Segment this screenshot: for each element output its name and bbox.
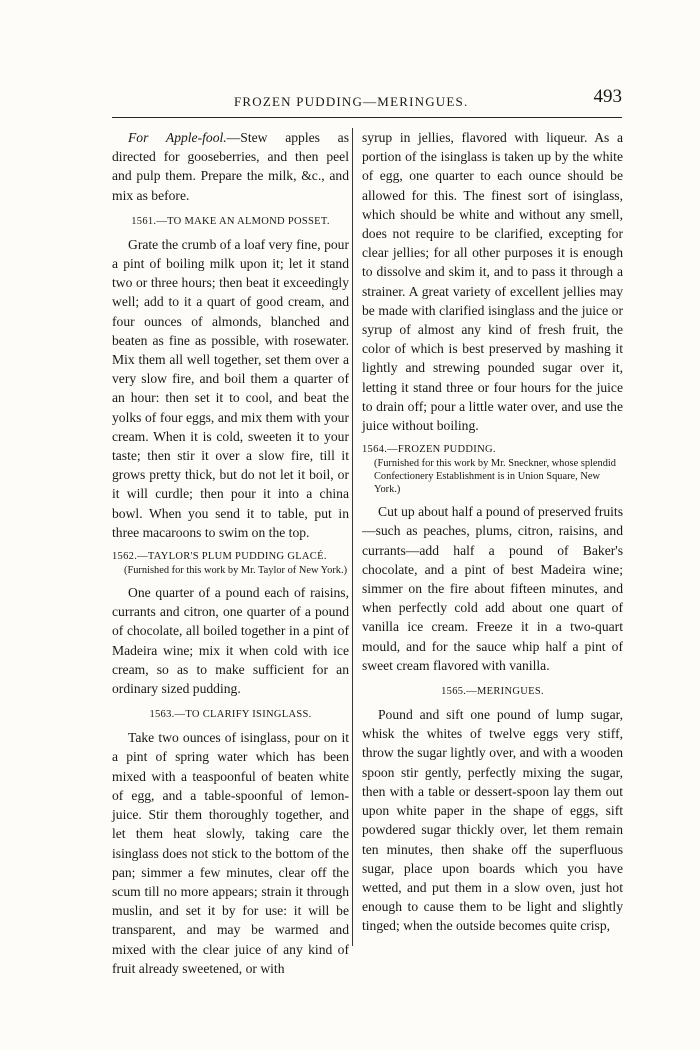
apple-fool-paragraph xyxy=(112,128,349,205)
recipe-1562-note: (Furnished for this work by Mr. Taylor of New York.) xyxy=(124,565,348,577)
recipe-1562-heading: 1562.—TAYLOR'S PLUM PUDDING GLACÉ. xyxy=(112,551,327,563)
running-header xyxy=(112,84,622,112)
recipe-1564-note: (Furnished for this work by Mr. Sneckner, whose splendid Confectionery Establishment is in Union Square, New York.) xyxy=(374,458,617,496)
recipe-1561-heading: 1561.—TO MAKE AN ALMOND POSSET. xyxy=(131,215,330,227)
recipe-1564-text: Cut up about half a pound of preserved fruits—such as peaches, plums, citron, raisins, and currants—add half a pound of Baker's chocolate, and a pint of best Madeira wine; simmer on the fire about fifteen minutes, and when perfectly cold add about one quart of vanilla ice cream. Freeze it in a two-quart mould, and for the sauce whip half a pint of sweet cream flavored with vanilla. xyxy=(362,504,623,673)
recipe-1561-text: Grate the crumb of a loaf very fine, pour a pint of boiling milk upon it; let it stand two or three hours; then beat it exceedingly well; add to it a quart of good cream, and four ounces of almonds, blanched and beaten as fine as possible, with rosewater. Mix them all well together, set them over a very slow fire, and boil them a quarter of an hour: then set it to cool, and beat the yolks of four eggs, and mix them with your cream. When it is cold, sweeten it to your taste; then stir it over a slow fire, till it grows pretty thick, but do not let it boil, or it will curdle; then pour it into a china bowl. When you send it to table, put in three macaroons to swim on the top. xyxy=(112,236,349,540)
apple-fool-text: —Stew apples as directed for gooseberries, and then peel and pulp them. Prepare the milk, &c., and mix as before. xyxy=(112,130,349,203)
recipe-1563-text: Take two ounces of isinglass, pour on it a pint of spring water which has been mixed with a teaspoonful of beaten white of egg, and a table-spoonful of lemon-juice. Stir them thoroughly together, and let them heat slowly, taking care the isinglass does not stick to the bottom of the pan; simmer a few minutes, clear off the scum till no more appears; strain it through muslin, and set it by for use: it will be transparent, and may be warmed and mixed with the clear juice of any kind of fruit already sweetened, or with xyxy=(112,730,349,976)
recipe-1565-heading: 1565.—MERINGUES. xyxy=(441,686,544,698)
isinglass-continued-text: syrup in jellies, flavored with liqueur. As a portion of the isinglass is taken up by the white of egg, one quarter to each ounce should be allowed for this. The finest sort of isinglass, which should be white and without any smell, does not require to be clarified, excepting for clear jellies; for all other purposes it is enough to dissolve and skim it, and to pass it through a strainer. A great variety of excellent jellies may be made with clarified isinglass and the juice or syrup of almost any kind of fresh fruit, the color of which is best preserved by mashing it lightly and strewing pounded sugar over it, letting it stand three or four hours for the juice to drain off; pour a little water over, and use the juice without boiling. xyxy=(362,130,623,434)
recipe-1562-text: One quarter of a pound each of raisins, currants and citron, one quarter of a pound of chocolate, all boiled together in a pint of Madeira wine; mix it when cold with ice cream, so as to make sufficient for an ordinary sized pudding. xyxy=(112,585,349,697)
page-number: 493 xyxy=(593,86,622,107)
header-rule xyxy=(112,117,622,118)
left-column xyxy=(112,128,349,976)
right-column xyxy=(362,128,623,958)
running-title: FROZEN PUDDING—MERINGUES. xyxy=(234,94,469,109)
recipe-1564-heading: 1564.—FROZEN PUDDING. xyxy=(362,444,496,456)
apple-fool-lead: For Apple-fool. xyxy=(128,130,227,145)
column-divider xyxy=(352,128,353,946)
recipe-1565-text: Pound and sift one pound of lump sugar, whisk the whites of twelve eggs very stiff, throw the sugar lightly over, and with a wooden spoon stir gently, perfectly mixing the sugar, then with a table or dessert-spoon lay them out upon white paper in the shape of eggs, sift powdered sugar thickly over, let them remain ten minutes, then shake off the superfluous sugar, place upon boards which you have wetted, and put them in a slow oven, just hot enough to cause them to be light and slightly tinged; when the outside becomes quite crisp, xyxy=(362,707,623,934)
recipe-1563-heading: 1563.—TO CLARIFY ISINGLASS. xyxy=(149,709,312,721)
